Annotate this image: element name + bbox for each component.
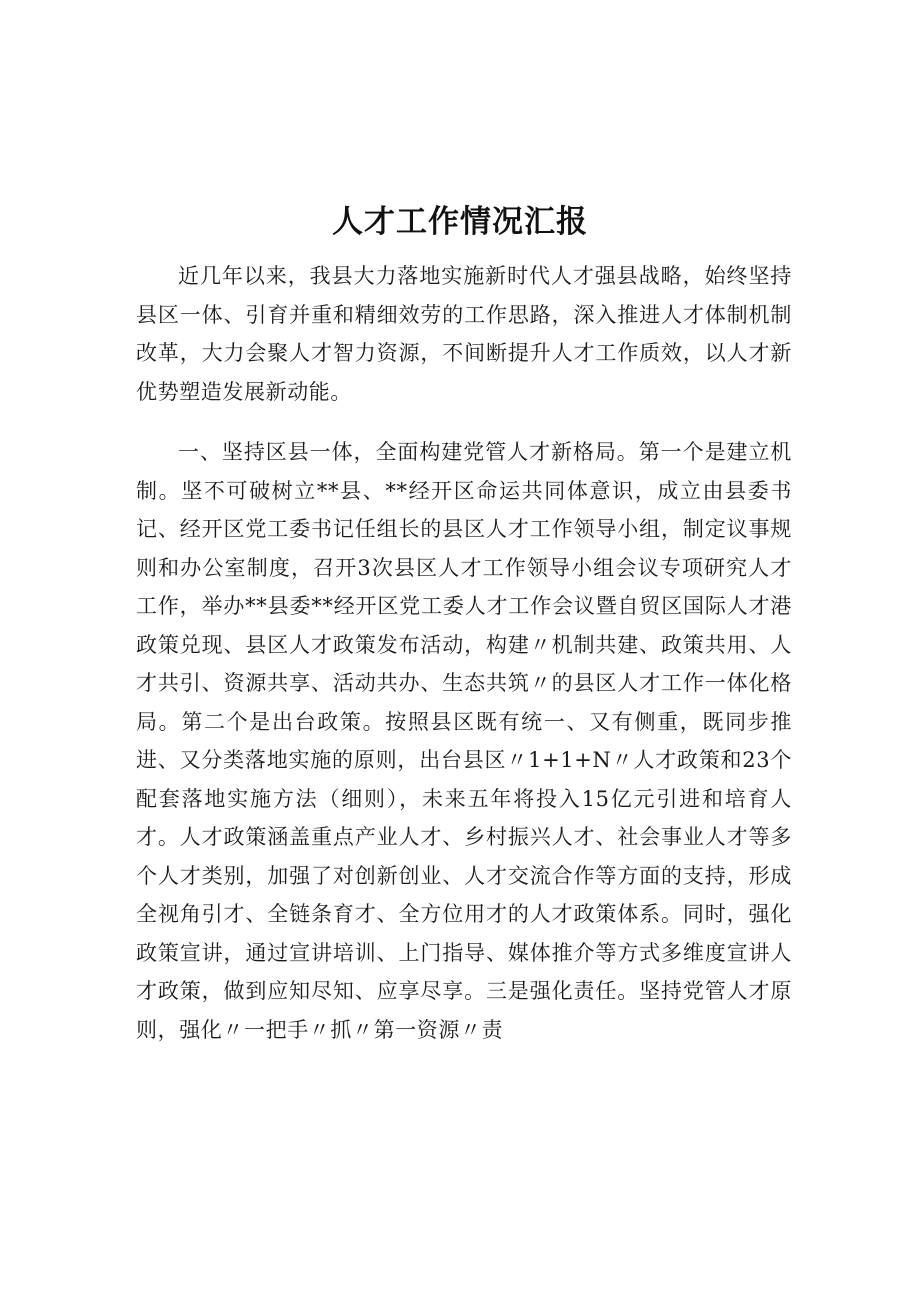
document-title: 人才工作情况汇报: [332, 204, 588, 240]
paragraph-intro: 近几年以来，我县大力落地实施新时代人才强县战略，始终坚持县区一体、引育并重和精细效劳的工作思路，深入推进人才体制机制改革，大力会聚人才智力资源，不间断提升人才工作质效，以人才新优势塑造发展新动能。: [136, 264, 792, 404]
paragraph-section-one: 一、坚持区县一体，全面构建党管人才新格局。第一个是建立机制。坚不可破树立**县、**经开区命运共同体意识，成立由县委书记、经开区党工委书记任组长的县区人才工作领导小组，制定议事规则和办公室制度，召开3次县区人才工作领导小组会议专项研究人才工作，举办**县委**经开区党工委人才工作会议暨自贸区国际人才港政策兑现、县区人才政策发布活动，构建〃机制共建、政策共用、人才共引、资源共享、活动共办、生态共筑〃的县区人才工作一体化格局。第二个是出台政策。按照县区既有统一、又有侧重，既同步推进、又分类落地实施的原则，出台县区〃1+1+N〃人才政策和23个配套落地实施方法（细则），未来五年将投入15亿元引进和培育人才。人才政策涵盖重点产业人才、乡村振兴人才、社会事业人才等多个人才类别，加强了对创新创业、人才交流合作等方面的支持，形成全视角引才、全链条育才、全方位用才的人才政策体系。同时，强化政策宣讲，通过宣讲培训、上门指导、媒体推介等方式多维度宣讲人才政策，做到应知尽知、应享尽享。三是强化责任。坚持党管人才原则，强化〃一把手〃抓〃第一资源〃责: [136, 440, 792, 1042]
